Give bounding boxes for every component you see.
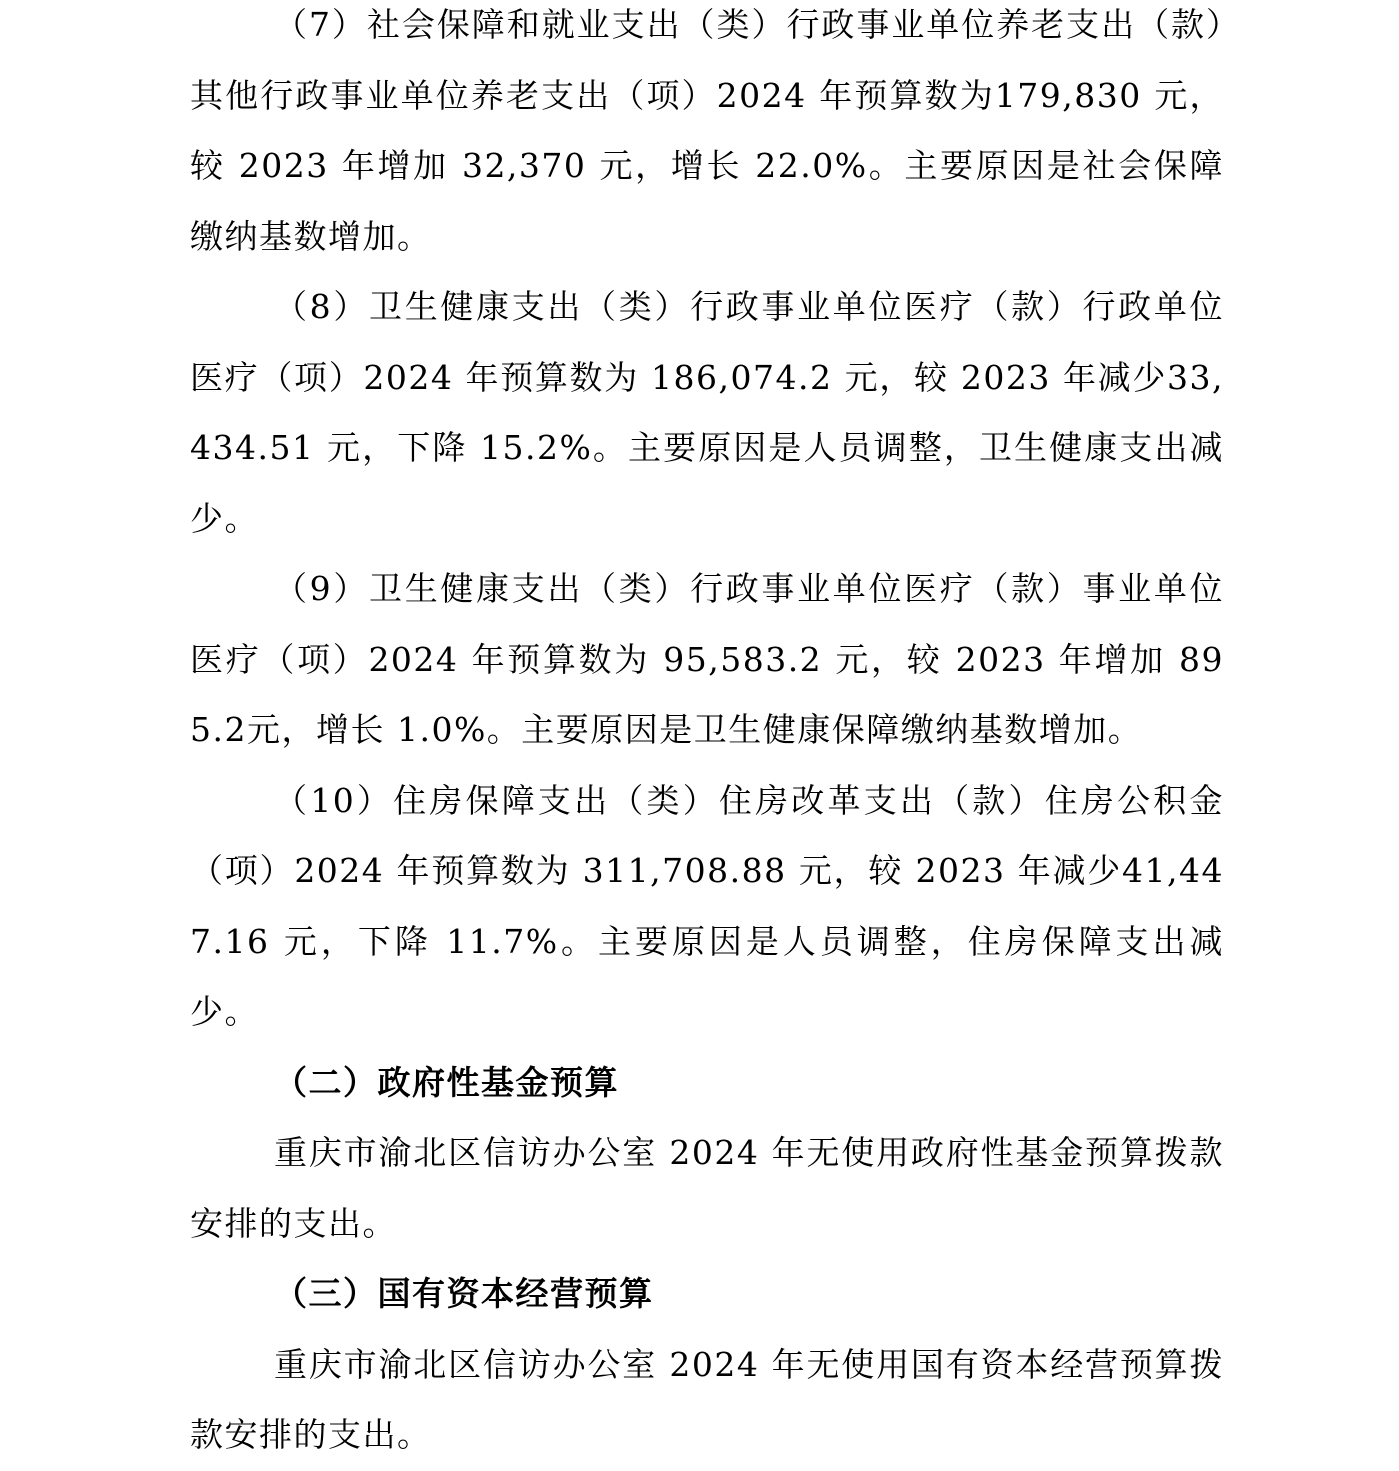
- paragraph-item-8: （8）卫生健康支出（类）行政事业单位医疗（款）行政单位医疗（项）2024 年预算数为 186,074.2 元，较 2023 年减少33,434.51 元，下降 15.2%。主要原因是人员调整，卫生健康支出减少。: [190, 287, 1224, 538]
- section-body-government-fund: 重庆市渝北区信访办公室 2024 年无使用政府性基金预算拨款安排的支出。: [190, 1133, 1224, 1243]
- section-heading-government-fund: （二）政府性基金预算: [274, 1062, 619, 1102]
- document-page: [190, 0, 1224, 1471]
- paragraph-item-10: （10）住房保障支出（类）住房改革支出（款）住房公积金（项）2024 年预算数为 311,708.88 元，较 2023 年减少41,447.16 元，下降 11.7%。主要原因是人员调整，住房保障支出减少。: [190, 780, 1224, 1031]
- paragraph-item-9: （9）卫生健康支出（类）行政事业单位医疗（款）事业单位医疗（项）2024 年预算数为 95,583.2 元，较 2023 年增加 895.2元，增长 1.0%。主要原因是卫生健康保障缴纳基数增加。: [190, 569, 1224, 749]
- section-heading-state-capital: （三）国有资本经营预算: [274, 1274, 654, 1313]
- paragraph-item-7: （7）社会保障和就业支出（类）行政事业单位养老支出（款）其他行政事业单位养老支出（项）2024 年预算数为179,830 元，较 2023 年增加 32,370 元，增长 22.0%。主要原因是社会保障缴纳基数增加。: [190, 5, 1224, 256]
- section-body-state-capital: 重庆市渝北区信访办公室 2024 年无使用国有资本经营预算拨款安排的支出。: [190, 1344, 1224, 1454]
